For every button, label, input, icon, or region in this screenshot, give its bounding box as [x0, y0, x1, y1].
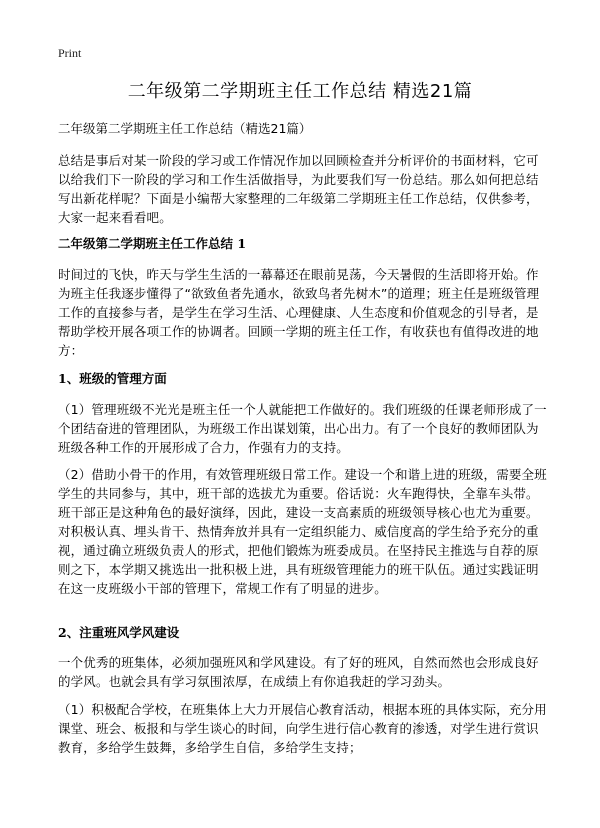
page-title: 二年级第二学期班主任工作总结 精选21篇: [127, 81, 473, 102]
document-subtitle: 二年级第二学期班主任工作总结（精选21篇）: [58, 121, 312, 136]
subsection1-heading: 1、班级的管理方面: [58, 371, 167, 386]
section1-paragraph: 时间过的飞快，昨天与学生生活的一幕幕还在眼前晃荡，今天暑假的生活即将开始。作为班主任我逐步懂得了“欲致鱼者先通水，欲致鸟者先树木”的道理；班主任是班级管理工作的直接参与者，是学生在学习生活、心理健康、人生态度和价值观念的引导者，是帮助学校开展各项工作的协调者。回顾一学期的班主任工作，有收获也有值得改进的地方：: [58, 267, 540, 358]
subsection2-paragraph-2: （1）积极配合学校，在班集体上大力开展信心教育活动，根据本班的具体实际，充分用课堂、班会、板报和与学生谈心的时间，向学生进行信心教育的渗透，对学生进行赏识教育，多给学生鼓舞，多给学生自信，多给学生支持；: [58, 702, 547, 755]
subsection2-paragraph-1: 一个优秀的班集体，必须加强班风和学风建设。有了好的班风，自然而然也会形成良好的学风。也就会具有学习氛围浓厚，在成绩上有你追我赶的学习劲头。: [58, 655, 539, 689]
subsection1-paragraph-1: （1）管理班级不光光是班主任一个人就能把工作做好的。我们班级的任课老师形成了一个团结奋进的管理团队，为班级工作出谋划策，出心出力。有了一个良好的教师团队为班级各种工作的开展形成了合力，作强有力的支持。: [58, 402, 547, 455]
intro-paragraph: 总结是事后对某一阶段的学习或工作情况作加以回顾检查并分析评价的书面材料，它可以给我们下一阶段的学习和工作生活做指导，为此要我们写一份总结。那么如何把总结写出新花样呢？下面是小编帮大家整理的二年级第二学期班主任工作总结，仅供参考，大家一起来看看吧。: [58, 153, 539, 225]
subsection2-heading: 2、注重班风学风建设: [58, 625, 180, 640]
section1-heading: 二年级第二学期班主任工作总结 1: [58, 236, 247, 251]
print-link[interactable]: Print: [58, 46, 82, 60]
subsection1-paragraph-2: （2）借助小骨干的作用，有效管理班级日常工作。建设一个和谐上进的班级，需要全班学生的共同参与，其中，班干部的选拔尤为重要。俗话说：火车跑得快，全靠车头带。班干部正是这种角色的最好演绎，因此，建设一支高素质的班级领导核心也尤为重要。对积极认真、埋头肯干、热情奔放并具有一定组织能力、威信度高的学生给予充分的重视，通过确立班级负责人的形式，把他们锻炼为班委成员。在坚持民主推选与自荐的原则之下，本学期又挑选出一批积极上进，具有班级管理能力的班干队伍。通过实践证明在这一皮班级小干部的管理下，常规工作有了明显的进步。: [58, 467, 547, 596]
